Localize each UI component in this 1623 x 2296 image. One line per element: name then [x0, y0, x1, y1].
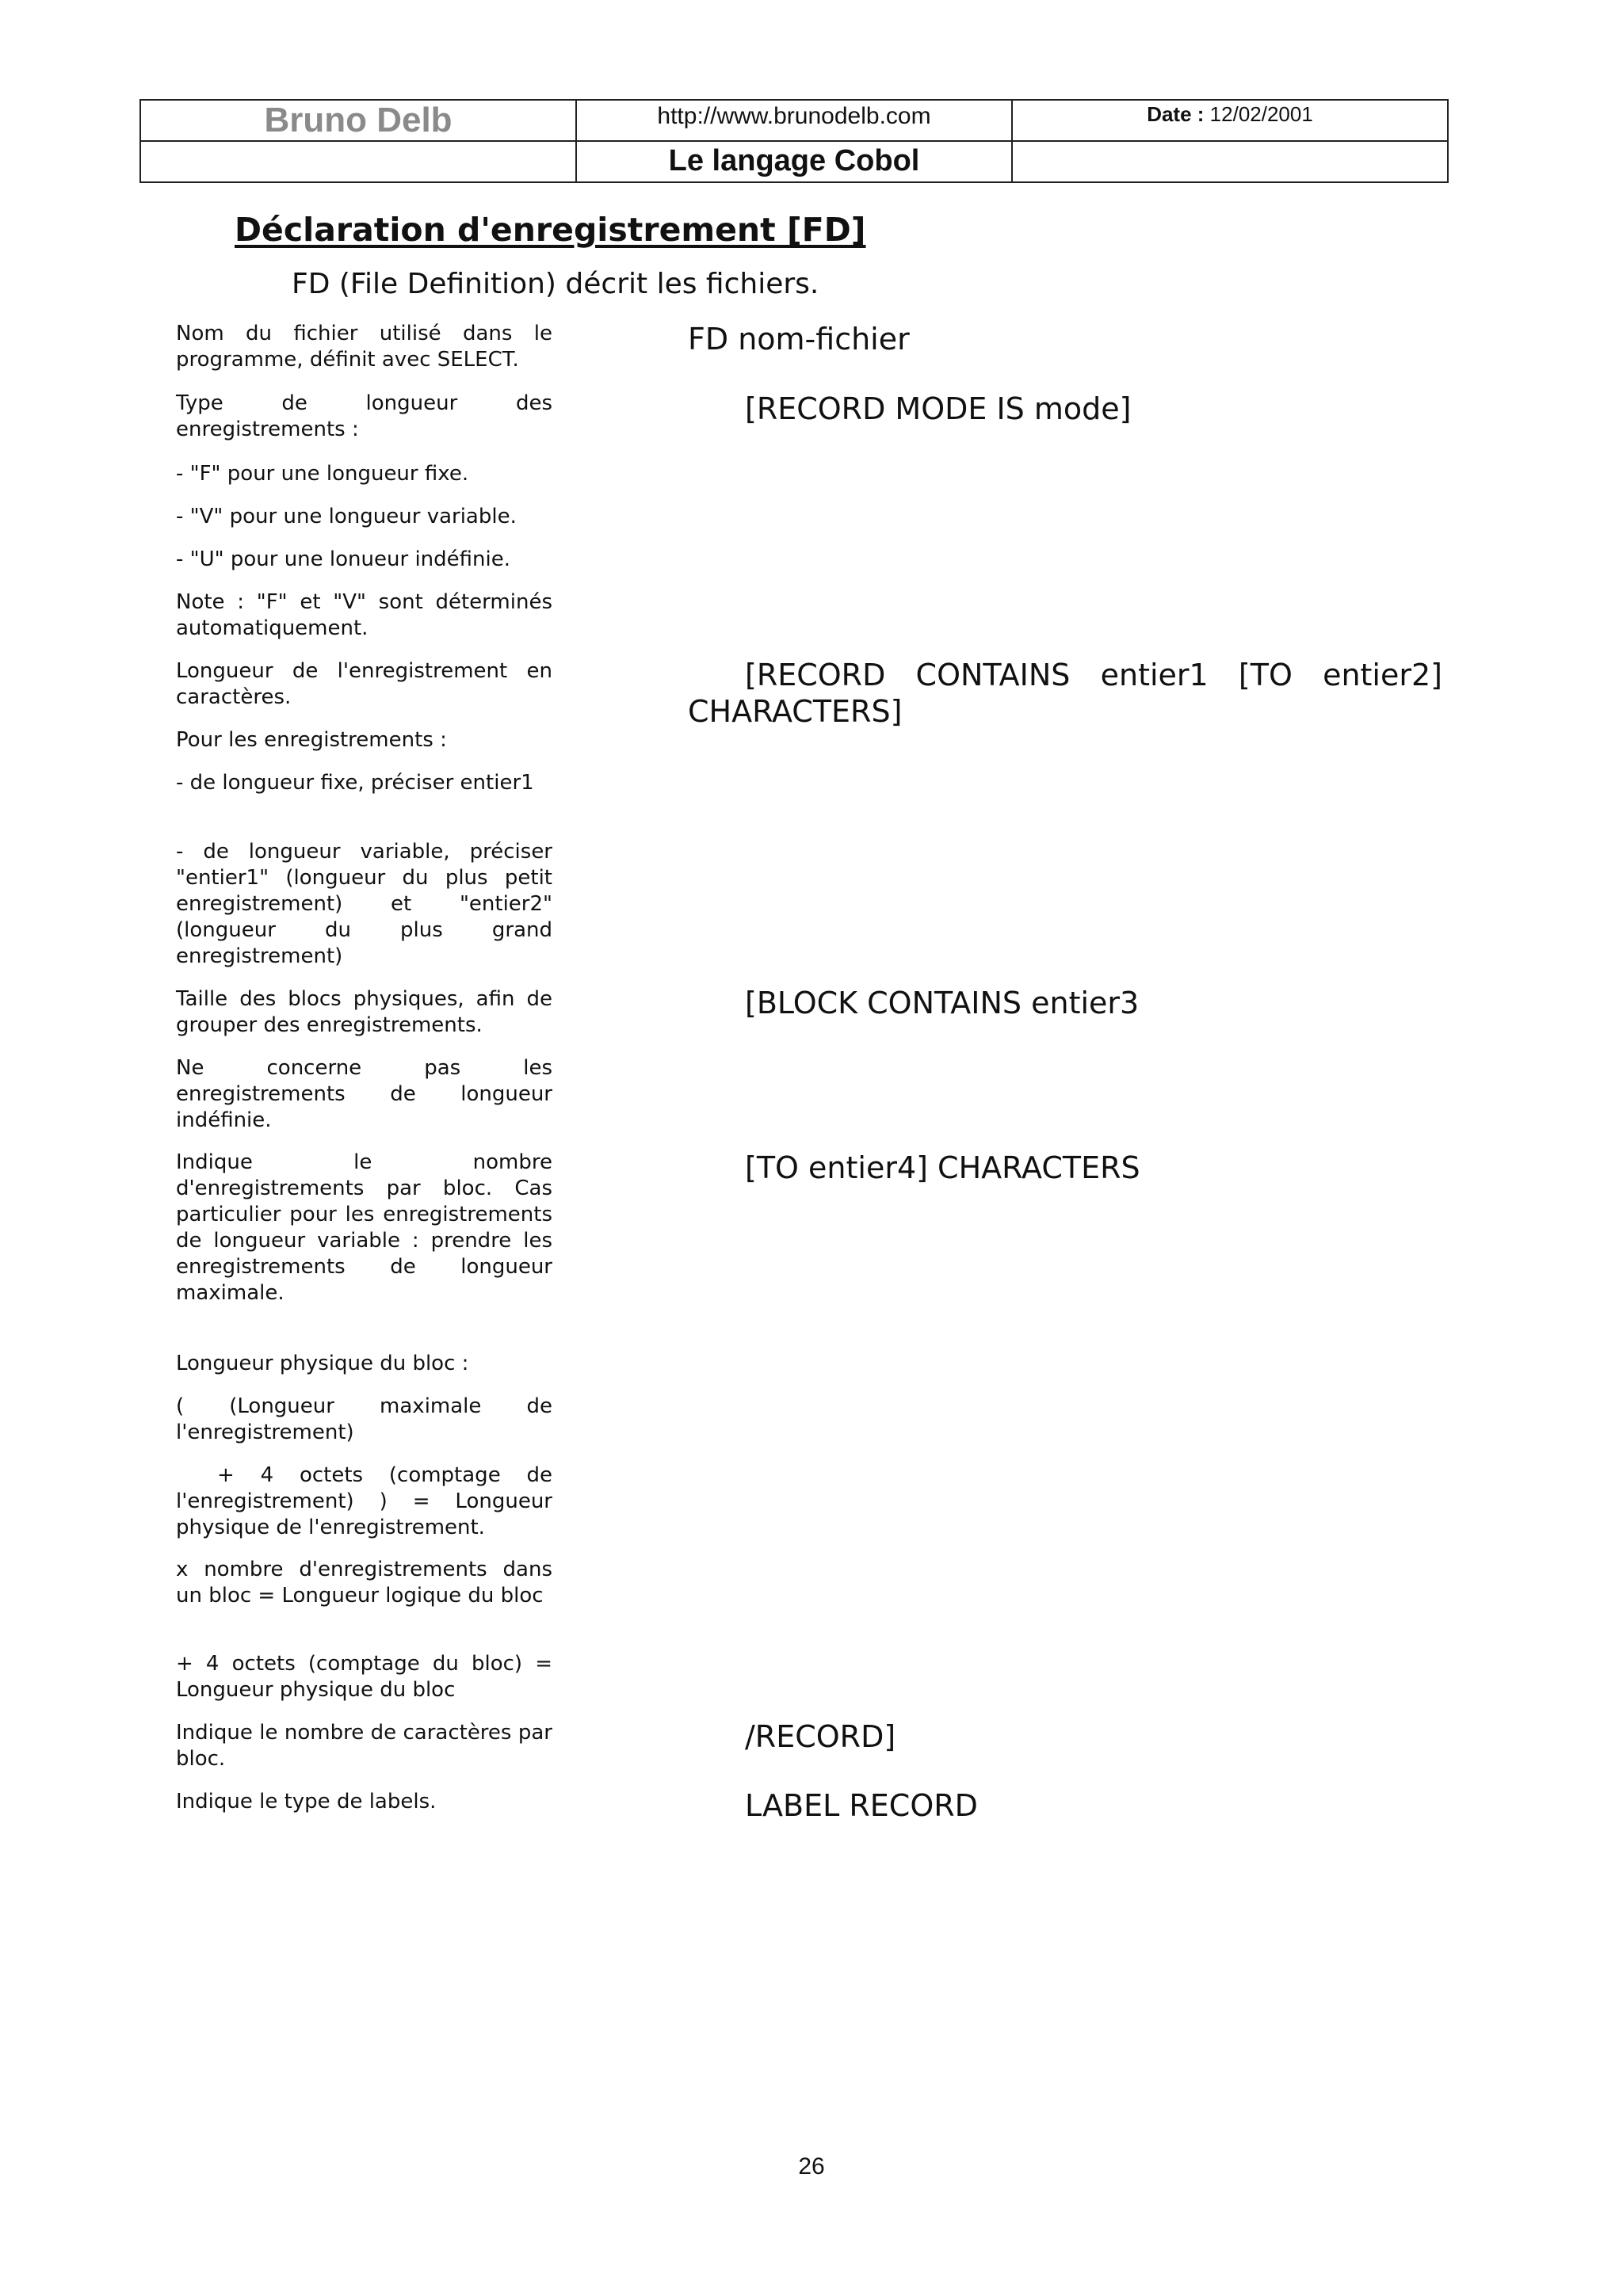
description-fixed: - "F" pour une longueur fixe. [176, 462, 469, 486]
syntax-record-end: /RECORD] [745, 1719, 896, 1754]
description-fixed-length: - de longueur fixe, préciser entier1 [176, 771, 534, 795]
description-records-per-block: Indique le nombre d'enregistrements par bloc. Cas particulier pour les enregistrements de longueur variable : prendre les enregistrements de longueur maximale. [176, 1150, 552, 1305]
description-undefined: - "U" pour une lonueur indéfinie. [176, 547, 510, 571]
description-label-type: Indique le type de labels. [176, 1790, 437, 1814]
header-date-cell [1012, 100, 1448, 141]
description-record-type: Type de longueur des enregistrements : [176, 391, 552, 441]
header-date [1013, 101, 1447, 128]
description-logical-block-length: x nombre d'enregistrements dans un bloc = Longueur logique du bloc [176, 1558, 552, 1608]
website-url[interactable]: http://www.brunodelb.com [657, 103, 931, 129]
syntax-label-record: LABEL RECORD [745, 1788, 978, 1823]
description-record-count-bytes: + 4 octets (comptage de l'enregistrement) ) = Longueur physique de l'enregistrement. [176, 1463, 552, 1539]
section-title: Déclaration d'enregistrement [FD] [235, 211, 866, 249]
description-note: Note : "F" et "V" sont déterminés automatiquement. [176, 590, 552, 640]
description-max-record-length: ( (Longueur maximale de l'enregistrement) [176, 1394, 552, 1444]
syntax-block-contains: [BLOCK CONTAINS entier3 [745, 986, 1140, 1020]
date-label: Date : [1147, 102, 1205, 126]
description-record-length: Longueur de l'enregistrement en caractères. [176, 659, 552, 709]
description-chars-per-block: Indique le nombre de caractères par bloc. [176, 1721, 552, 1771]
section-subtitle: FD (File Definition) décrit les fichiers. [292, 268, 819, 300]
header-subject-cell [576, 141, 1012, 182]
header-author-cell [140, 100, 576, 141]
header-empty-cell-right [1012, 141, 1448, 182]
description-variable: - "V" pour une longueur variable. [176, 505, 517, 528]
description-block-count-bytes: + 4 octets (comptage du bloc) = Longueur physique du bloc [176, 1652, 552, 1702]
page-number: 26 [798, 2153, 825, 2180]
syntax-record-contains: [RECORD CONTAINS entier1 [TO entier2] CHARACTERS] [688, 658, 1442, 729]
date-value: 12/02/2001 [1209, 102, 1313, 126]
description-variable-length: - de longueur variable, préciser "entier1" (longueur du plus petit enregistrement) et "entier2" (longueur du plus grand enregistrement) [176, 840, 552, 968]
syntax-fd-name: FD nom-fichier [688, 322, 910, 357]
syntax-to-characters: [TO entier4] CHARACTERS [745, 1150, 1140, 1185]
description-for-records: Pour les enregistrements : [176, 728, 447, 752]
header-url-cell [576, 100, 1012, 141]
description-physical-block-length: Longueur physique du bloc : [176, 1352, 469, 1375]
header-empty-cell-left [140, 141, 576, 182]
syntax-record-mode: [RECORD MODE IS mode] [745, 391, 1132, 426]
document-header [139, 99, 1449, 183]
description-block-size: Taille des blocs physiques, afin de grouper des enregistrements. [176, 987, 552, 1037]
description-not-undefined: Ne concerne pas les enregistrements de longueur indéfinie. [176, 1056, 552, 1132]
document-subject: Le langage Cobol [668, 144, 920, 177]
description-file-name: Nom du fichier utilisé dans le programme, définit avec SELECT. [176, 322, 552, 372]
author-name: Bruno Delb [264, 101, 453, 139]
